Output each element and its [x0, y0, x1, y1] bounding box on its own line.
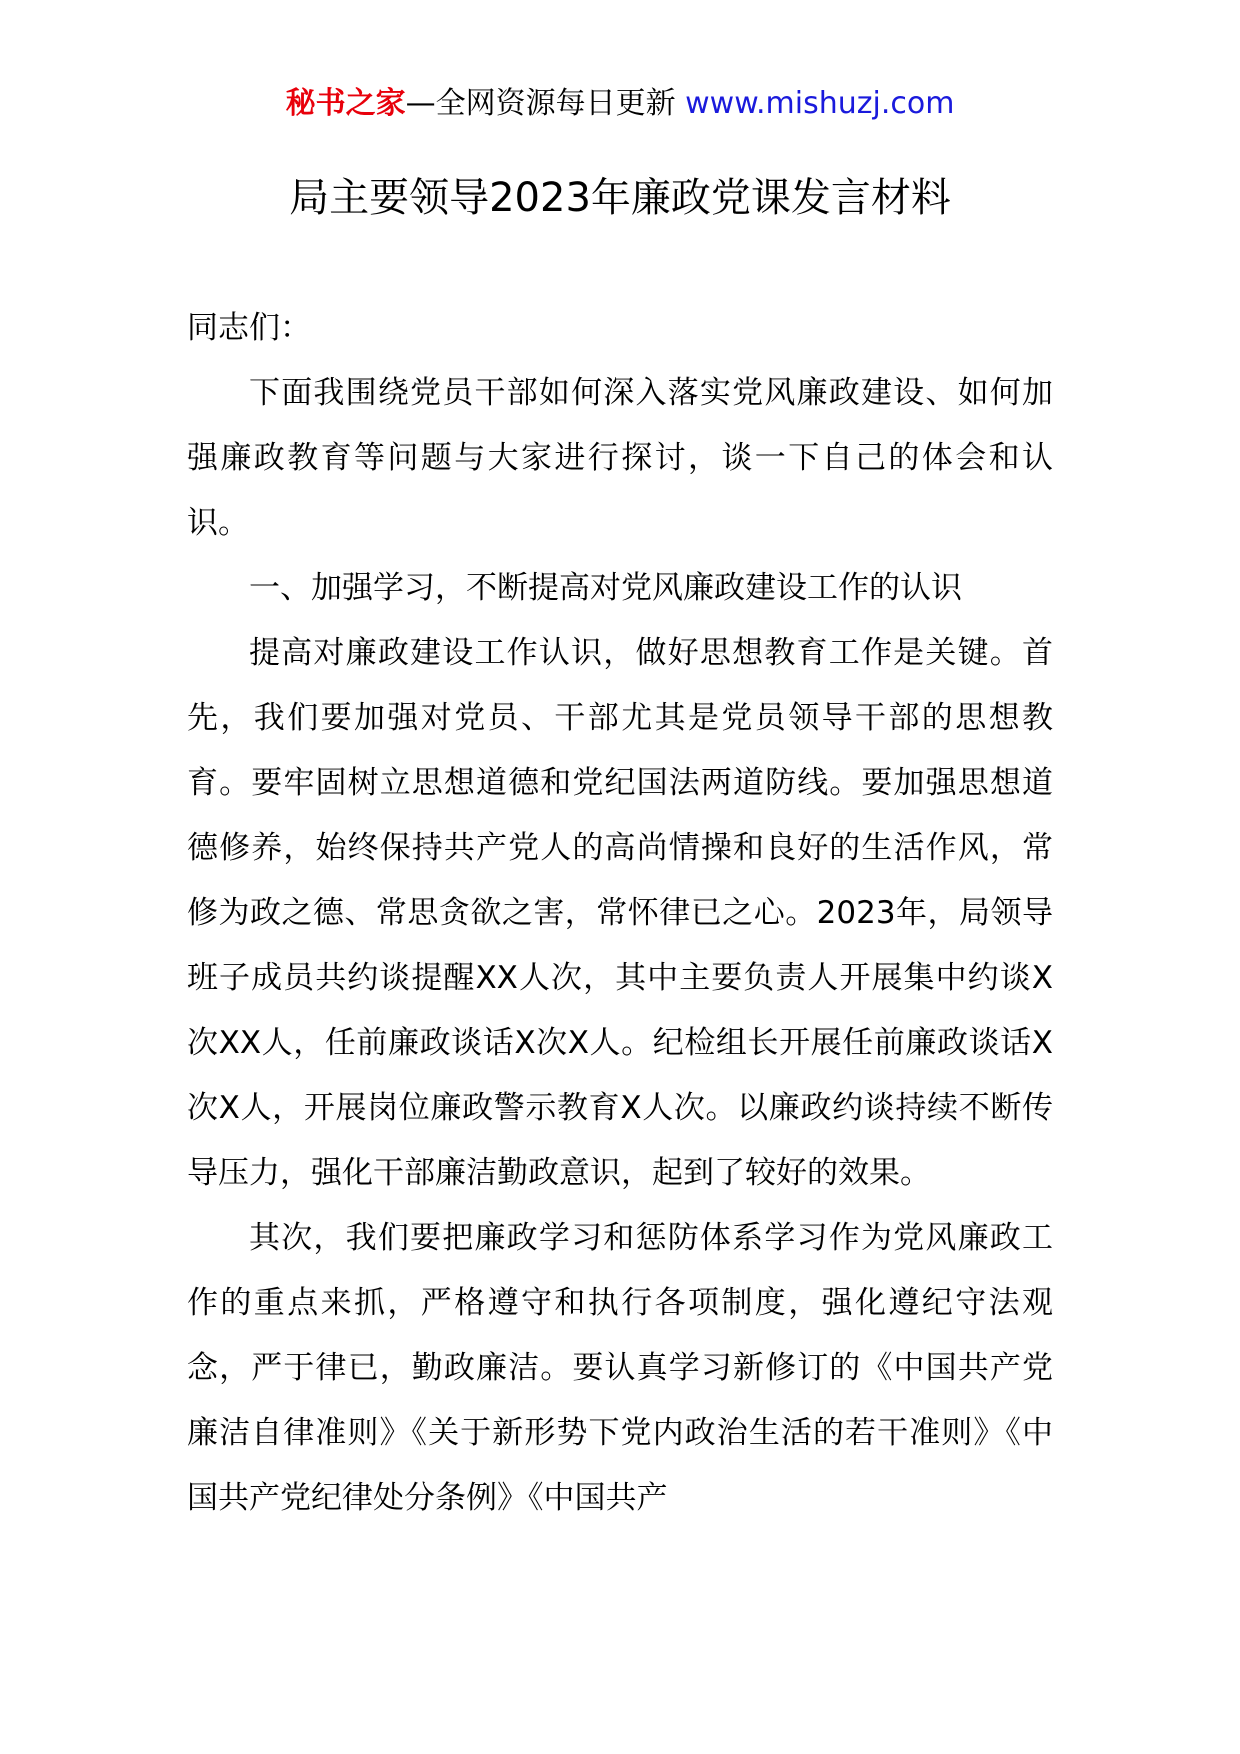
brand-name: 秘书之家: [285, 86, 406, 121]
document-body: [187, 296, 1053, 1531]
site-header: [0, 84, 1240, 124]
body-paragraph: 提高对廉政建设工作认识，做好思想教育工作是关键。首先，我们要加强对党员、干部尤其是党员领导干部的思想教育。要牢固树立思想道德和党纪国法两道防线。要加强思想道德修养，始终保持共产党人的高尚情操和良好的生活作风，常修为政之德、常思贪欲之害，常怀律已之心。2023年，局领导班子成员共约谈提醒XX人次，其中主要负责人开展集中约谈X次XX人，任前廉政谈话X次X人。纪检组长开展任前廉政谈话X次X人，开展岗位廉政警示教育X人次。以廉政约谈持续不断传导压力，强化干部廉洁勤政意识，起到了较好的效果。: [187, 635, 1053, 1191]
section-heading: 一、加强学习，不断提高对党风廉政建设工作的认识: [249, 570, 962, 606]
intro-paragraph: 下面我围绕党员干部如何深入落实党风廉政建设、如何加强廉政教育等问题与大家进行探讨，谈一下自己的体会和认识。: [187, 375, 1053, 541]
body-paragraph: 其次，我们要把廉政学习和惩防体系学习作为党风廉政工作的重点来抓，严格遵守和执行各项制度，强化遵纪守法观念，严于律已，勤政廉洁。要认真学习新修订的《中国共产党廉洁自律准则》《关于新形势下党内政治生活的若干准则》《中国共产党纪律处分条例》《中国共产: [187, 1220, 1053, 1516]
salutation: 同志们：: [187, 310, 311, 346]
site-url-link[interactable]: www.mishuzj.com: [685, 86, 955, 121]
header-tagline: —全网资源每日更新: [405, 86, 676, 121]
document-title: 局主要领导2023年廉政党课发言材料: [289, 175, 951, 221]
